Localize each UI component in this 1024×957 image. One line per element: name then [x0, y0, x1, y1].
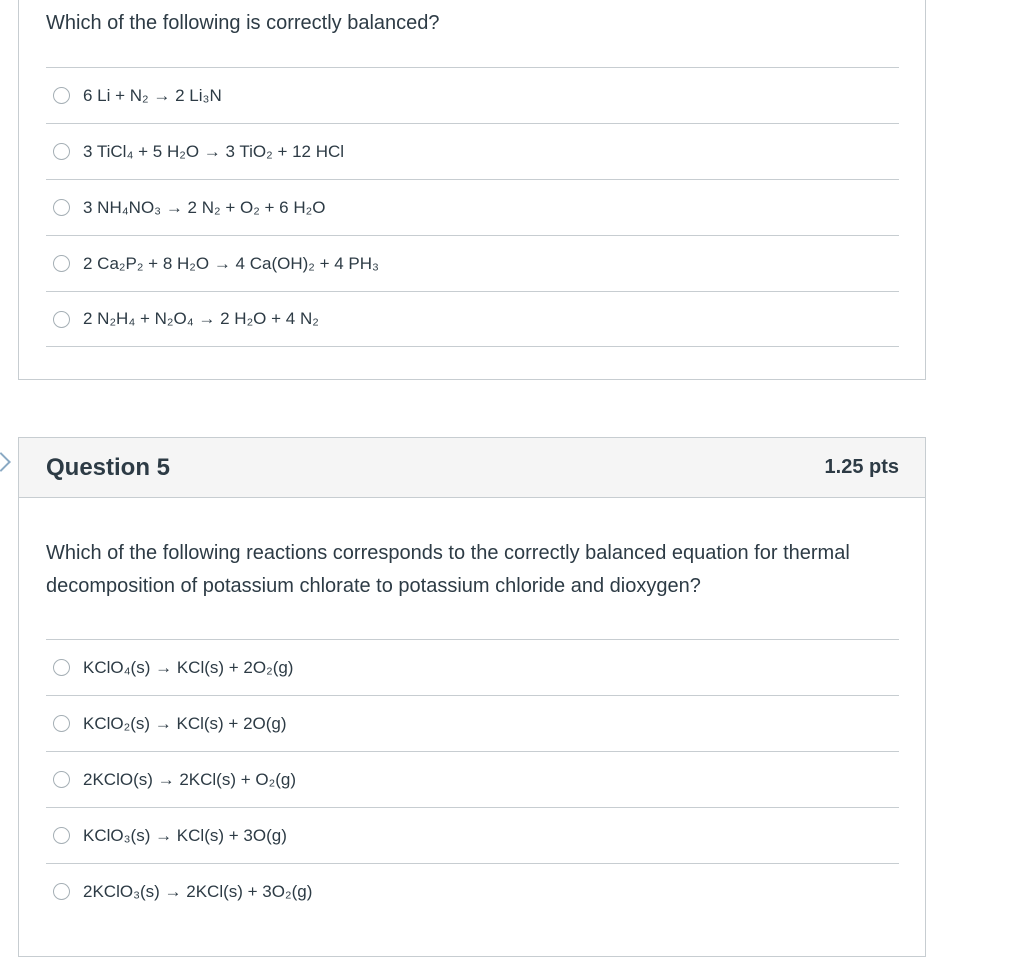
radio-button[interactable] — [53, 199, 70, 216]
radio-button[interactable] — [53, 715, 70, 732]
answer-option[interactable] — [46, 751, 899, 807]
answer-option[interactable] — [46, 291, 899, 347]
radio-button[interactable] — [53, 255, 70, 272]
answer-label: 3 TiCl₄ + 5 H₂O → 3 TiO₂ + 12 HCl — [83, 141, 345, 161]
answer-option[interactable] — [46, 807, 899, 863]
question-5-card — [18, 437, 926, 957]
answer-list — [46, 67, 899, 347]
answer-option[interactable] — [46, 639, 899, 695]
radio-button[interactable] — [53, 143, 70, 160]
answer-label: 2 N₂H₄ + N₂O₄ → 2 H₂O + 4 N₂ — [83, 309, 319, 328]
answer-label: KClO₂(s) → KCl(s) + 2O(g) — [83, 713, 287, 733]
radio-button[interactable] — [53, 827, 70, 844]
answer-option[interactable] — [46, 123, 899, 179]
question-title: Question 5 — [46, 453, 171, 481]
question-points: 1.25 pts — [824, 456, 899, 478]
answer-label: KClO₃(s) → KCl(s) + 3O(g) — [83, 825, 287, 845]
answer-label: 6 Li + N₂ → 2 Li₃N — [83, 85, 222, 105]
radio-button[interactable] — [53, 311, 70, 328]
answer-option[interactable] — [46, 235, 899, 291]
question-header — [19, 438, 925, 498]
answer-list — [46, 639, 899, 919]
answer-label: 2KClO₃(s) → 2KCl(s) + 3O₂(g) — [83, 881, 313, 901]
answer-label: KClO₄(s) → KCl(s) + 2O₂(g) — [83, 657, 294, 677]
answer-label: 3 NH₄NO₃ → 2 N₂ + O₂ + 6 H₂O — [83, 197, 326, 217]
answer-label: 2 Ca₂P₂ + 8 H₂O → 4 Ca(OH)₂ + 4 PH₃ — [83, 253, 379, 273]
answer-label: 2KClO(s) → 2KCl(s) + O₂(g) — [83, 769, 296, 789]
radio-button[interactable] — [53, 771, 70, 788]
radio-button[interactable] — [53, 883, 70, 900]
answer-option[interactable] — [46, 67, 899, 123]
question-text: Which of the following is correctly balanced? — [46, 12, 440, 34]
radio-button[interactable] — [53, 659, 70, 676]
answer-option[interactable] — [46, 863, 899, 919]
question-text: Which of the following reactions corresponds to the correctly balanced equation for thermal decomposition of potassium chlorate to potassium chloride and dioxygen? — [46, 542, 850, 597]
chevron-right-icon[interactable] — [0, 452, 11, 472]
radio-button[interactable] — [53, 87, 70, 104]
answer-option[interactable] — [46, 179, 899, 235]
answer-option[interactable] — [46, 695, 899, 751]
question-4-card — [18, 0, 926, 380]
